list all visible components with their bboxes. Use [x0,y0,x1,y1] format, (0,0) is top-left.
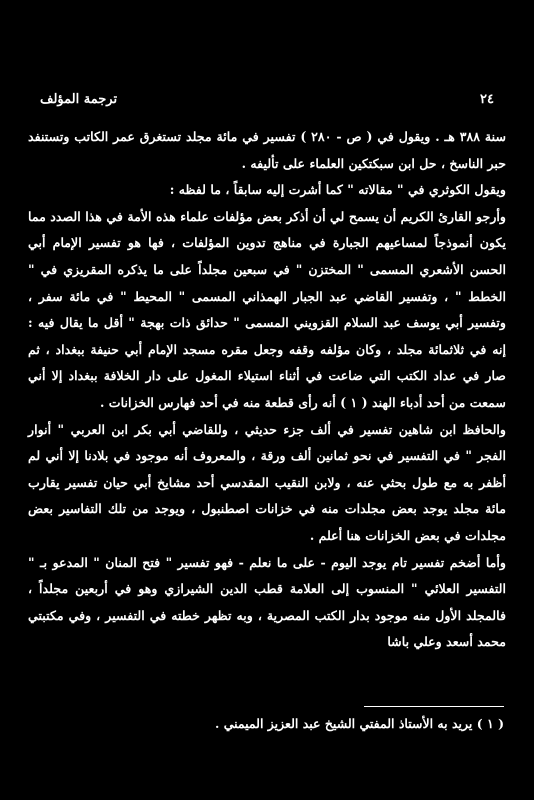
paragraph: وأرجو القارئ الكريم أن يسمح لي أن أذكر بعض مؤلفات علماء هذه الأمة في هذا الصدد مما يكون أنموذجاً لمساعيهم الجبارة في مناهج تدوين المؤلفات ، فها هو تفسير الإمام أبي الحسن الأشعري المسمى " المختزن " في سبعين مجلداً على ما يذكره المقريزي في " الخطط " ، وتفسير القاضي عبد الجبار الهمذاني المسمى " المحيط " في مائة سفر ، وتفسير أبي يوسف عبد السلام القزويني المسمى " حدائق ذات بهجة " أقل ما يقال فيه : إنه في ثلاثمائة مجلد ، وكان مؤلفه وقفه وجعل مقره مسجد الإمام أبي حنيفة ببغداد ، ثم صار في عداد الكتب التي ضاعت في أثناء استيلاء المغول على دار الخلافة ببغداد إلا أني سمعت من أحد أدباء الهند ( ١ ) أنه رأى قطعة منه في أحد فهارس الخزانات . [28,208,506,410]
paragraph: والحافظ ابن شاهين تفسير في ألف جزء حديثي ، وللقاضي أبي بكر ابن العربي " أنوار الفجر " في التفسير في نحو ثمانين ألف ورقة ، والمعروف أنه موجود في بلادنا إلا أني لم أظفر به مع طول بحثي عنه ، ولابن النقيب المقدسي أحد مشايخ أبي حيان تفسير يقارب مائة مجلد يوجد بعض مجلدات منه في خزانات اصطنبول ، ويوجد من تلك التفاسير بعض مجلدات في بعض الخزانات هنا أعلم . [28,421,506,543]
main-text [28,124,506,656]
running-title: ترجمة المؤلف [40,91,118,107]
footnote-divider [364,706,504,707]
paragraph: ويقول الكوثري في " مقالاته " كما أشرت إليه سابقاً ، ما لفظه : [169,182,506,198]
page-number: ٢٤ [480,91,494,107]
page-header [40,88,494,110]
paragraph: سنة ٣٨٨ هـ . ويقول في ( ص - ٢٨٠ ) تفسير في مائة مجلد تستغرق عمر الكاتب وتستنفد حبر الناسخ ، حل ابن سبكتكين العلماء على تأليفه . [28,129,506,171]
paragraph: وأما أضخم تفسير تام يوجد اليوم - على ما نعلم - فهو تفسير " فتح المنان " المدعو بـ " التفسير العلائي " المنسوب إلى العلامة قطب الدين الشيرازي وهو في أربعين مجلداً ، فالمجلد الأول منه موجود بدار الكتب المصرية ، وبه تظهر خطته في التفسير ، وفي مكتبتي محمد أسعد وعلي باشا [28,554,506,650]
footnote: ( ١ ) يريد به الأستاذ المفتي الشيخ عبد العزيز الميمني . [215,716,504,731]
